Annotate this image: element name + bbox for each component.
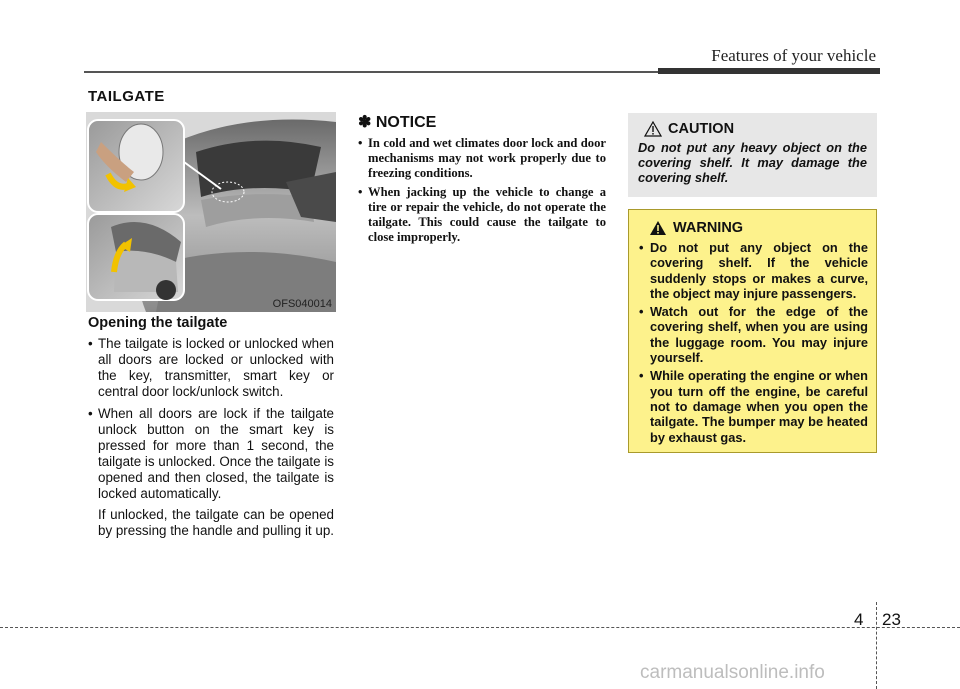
- warning-list: [639, 240, 868, 445]
- opening-section: [88, 315, 334, 539]
- list-item: • When all doors are lock if the tailgate unlock button on the smart key is pressed for more than 1 second, the tailgate is unlocked. Once the tailgate is opened and then closed, the tailgate is locked automatically.: [88, 406, 334, 502]
- figure-code: OFS040014: [272, 298, 332, 310]
- header-rule-accent: [658, 68, 880, 74]
- list-item: • Watch out for the edge of the covering shelf, when you are using the luggage room. You may injure yourself.: [639, 304, 868, 365]
- opening-subpara: If unlocked, the tailgate can be opened by pressing the handle and pulling it up.: [98, 507, 334, 538]
- warning-triangle-filled-icon: [649, 220, 667, 236]
- footer-rule: [0, 627, 960, 628]
- warning-triangle-outline-icon: [644, 121, 662, 137]
- opening-list: [88, 336, 334, 502]
- footer-separator: [876, 602, 877, 689]
- notice-box: [358, 112, 606, 249]
- tailgate-illustration: [86, 112, 336, 312]
- watermark: carmanualsonline.info: [640, 662, 825, 683]
- notice-title: ✽ NOTICE: [358, 114, 437, 131]
- notice-list: [358, 136, 606, 245]
- warning-header: [649, 220, 868, 236]
- caution-title: CAUTION: [668, 121, 735, 137]
- caution-header: [644, 121, 867, 137]
- caution-text: Do not put any heavy object on the covering shelf. It may damage the covering shelf.: [638, 140, 867, 185]
- section-heading: TAILGATE: [88, 88, 165, 105]
- list-item: • While operating the engine or when you turn off the engine, be careful not to damage when you open the tailgate. The bumper may be heated by exhaust gas.: [639, 368, 868, 444]
- list-item: • In cold and wet climates door lock and door mechanisms may not work properly due to freezing conditions.: [358, 136, 606, 181]
- list-item: • Do not put any object on the covering shelf. If the vehicle suddenly stops or makes a curve, the object may injure passengers.: [639, 240, 868, 301]
- chapter-number: 4: [854, 610, 864, 629]
- page-number: 23: [882, 610, 901, 629]
- caution-box: [628, 113, 877, 197]
- list-item: • The tailgate is locked or unlocked when all doors are locked or unlocked with the key, transmitter, smart key or central door lock/unlock switch.: [88, 336, 334, 400]
- warning-box: [628, 209, 877, 453]
- tailgate-figure: [86, 112, 336, 312]
- warning-title: WARNING: [673, 220, 744, 236]
- opening-heading: Opening the tailgate: [88, 315, 228, 331]
- list-item: • When jacking up the vehicle to change a tire or repair the vehicle, do not operate the tailgate. This could cause the tailgate to close improperly.: [358, 185, 606, 245]
- header-title: Features of your vehicle: [711, 46, 876, 65]
